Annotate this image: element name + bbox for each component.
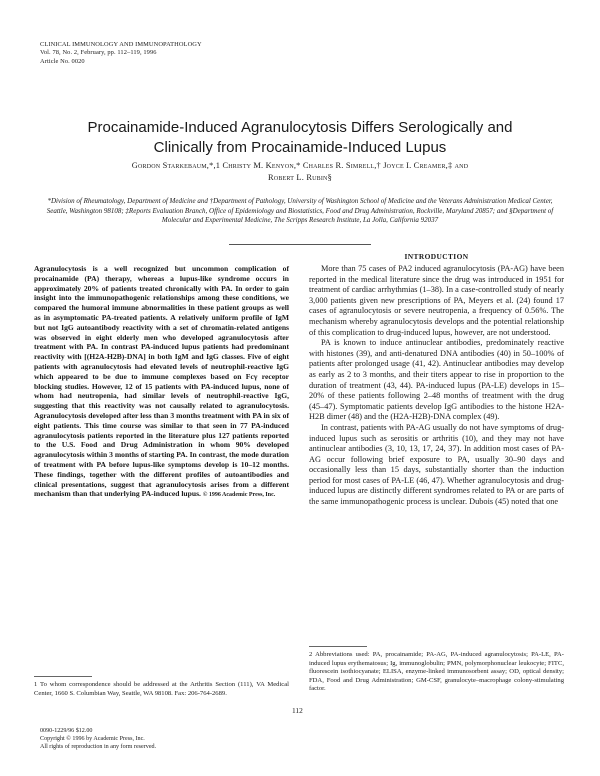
journal-name: CLINICAL IMMUNOLOGY AND IMMUNOPATHOLOGY <box>40 41 202 48</box>
footnote-abbreviations: 2 Abbreviations used: PA, procainamide; PA-AG, PA-induced agranulocytosis; PA-LE, PA-induced lupus erythematosus; Ig, immunoglobulin; PMN, polymorphonuclear leukocyte; FITC, fluorescein isothiocyanate; ELISA, enzyme-linked immunosorbent assay; OD, optical density; FDA, Food and Drug Administration; GM-CSF, granulocyte–macrophage colony-stimulating factor. <box>309 651 564 693</box>
footnote-rule <box>309 646 367 647</box>
journal-header <box>40 41 202 66</box>
abstract-copyright: © 1996 Academic Press, Inc. <box>202 492 276 499</box>
page-number: 112 <box>292 706 303 715</box>
abstract-text: Agranulocytosis is a well recognized but uncommon complication of procainamide (PA) therapy, whereas a lupus-like syndrome occurs in approximately 20% of patients treated chronically with PA. In order to gain insight into the immunopathogenic relationships among these conditions, we compared the humoral immune abnormalities in these patient groups as well as in asymptomatic PA-treated patients. A relatively uniform profile of IgM but not IgG autoantibody reactivity with a set of chromatin-related antigens was observed in eight elderly men who developed agranulocytosis after treatment with PA. In contrast PA-induced lupus patients had predominant reactivity with [(H2A-H2B)-DNA] in both IgM and IgG classes. Five of eight patients with agranulocytosis had elevated levels of neutrophil-reactive IgG which appeared to be due to immune complexes based on Fcγ receptor blocking studies. However, 12 of 15 patients with PA-induced lupus, none of whom had neutropenia, had similar levels of neutrophil-reactive IgG, suggesting that this reactivity was not causally related to agranulocytosis. Agranulocytosis developed after less than 3 months treatment with PA in six of eight patients. This time course was similar to that seen in 77 PA-induced agranulocytosis patients reported in the literature plus 127 patients reported to the U.S. Food and Drug Administration in whom 90% developed agranulocytosis within 3 months of starting PA. In contrast, the mode duration of treatment with PA before lupus-like symptoms develop is 10–12 months. These findings, together with the different profiles of autoantibodies and clinical presentations, suggest that agranulocytosis arises from a different mechanism than that underlying PA-induced lupus. <box>34 264 289 499</box>
abstract <box>34 264 289 501</box>
intro-paragraph: More than 75 cases of PA2 induced agranulocytosis (PA-AG) have been reported in the medical literature since the drug was introduced in 1951 for treatment of cardiac arrhythmias (1–38). In a case-controlled study of nearly 3,000 patients given new prescriptions of PA, Meyers et al. (24) found 17 cases of agranulocytosis or severe neutropenia, a frequency of 0.56%. The mechanism whereby agranulocytosis develops and the potential relationship of this complication to drug-induced lupus, however, are not understood. <box>309 264 564 337</box>
copyright-line: 0090-1229/96 $12.00 <box>40 728 93 734</box>
intro-paragraph: In contrast, patients with PA-AG usually do not have symptoms of drug-induced lupus such as serositis or arthritis (10), and they may not have antinuclear antibodies (3, 10, 13, 17, 24, 37). In addition most cases of PA-AG occur following brief exposure to PA, usually 30–90 days and occasionally less than 15 days, substantially shorter than the induction period for most cases of PA-LE (46, 47). Whether agranulocytosis and drug-induced lupus are distinctly different syndromes related to PA or are parts of the same immunopathogenic process is unclear. Dubois (45) noted that one <box>309 422 564 507</box>
copyright-block <box>40 727 156 751</box>
author-list <box>40 160 560 183</box>
footnote-right-block <box>309 646 564 694</box>
copyright-line: Copyright © 1996 by Academic Press, Inc. <box>40 736 145 742</box>
footnote-correspondence: 1 To whom correspondence should be addressed at the Arthritis Section (111), VA Medical Center, 1660 S. Columbian Way, Seattle, WA 98108. Fax: 206-764-2689. <box>34 681 289 697</box>
journal-volume: Vol. 78, No. 2, February, pp. 112–119, 1996 <box>40 49 157 57</box>
title-line-2: Clinically from Procainamide-Induced Lupus <box>153 138 447 156</box>
affiliations: *Division of Rheumatology, Department of Medicine and †Department of Pathology, University of Washington School of Medicine and the Veterans Administration Medical Center, Seattle, Washington 98108; ‡Reports Evaluation Branch, Office of Epidemiology and Biostatistics, Food and Drug Administration, Rockville, Maryland 20857; and §Department of Molecular and Experimental Medicine, The Scripps Research Institute, La Jolla, California 92037 <box>46 197 554 225</box>
copyright-line: All rights of reproduction in any form reserved. <box>40 744 157 750</box>
header-divider <box>229 244 371 245</box>
article-number: Article No. 0020 <box>40 57 85 65</box>
footnote-left-block <box>34 676 289 698</box>
title-line-1: Procainamide-Induced Agranulocytosis Differs Serologically and <box>87 119 513 136</box>
authors-line-2: Robert L. Rubin§ <box>268 172 332 182</box>
authors-line-1: Gordon Starkebaum,*,1 Christy M. Kenyon,* Charles R. Simrell,† Joyce I. Creamer,‡ and <box>131 161 469 170</box>
intro-heading: INTRODUCTION <box>404 252 469 261</box>
intro-paragraph: PA is known to induce antinuclear antibodies, predominately reactive with histones (39), and anti-denatured DNA antibodies (40) in 50–100% of patients after prolonged usage (41, 42). Antinuclear antibodies may develop as early as 2 to 3 months, and their titers appear to rise in proportion to the duration of treatment (43, 44). PA-induced lupus (PA-LE) develops in 15–20% of these patients following 2–48 months of treatment with the drug (45–47). Symptomatic patients develop IgG antibodies to the histone H2A-H2B dimer (48) and the (H2A-H2B)-DNA complex (49). <box>309 338 564 422</box>
intro-body <box>309 264 564 508</box>
paper-title <box>40 118 560 157</box>
footnote-rule <box>34 676 92 677</box>
